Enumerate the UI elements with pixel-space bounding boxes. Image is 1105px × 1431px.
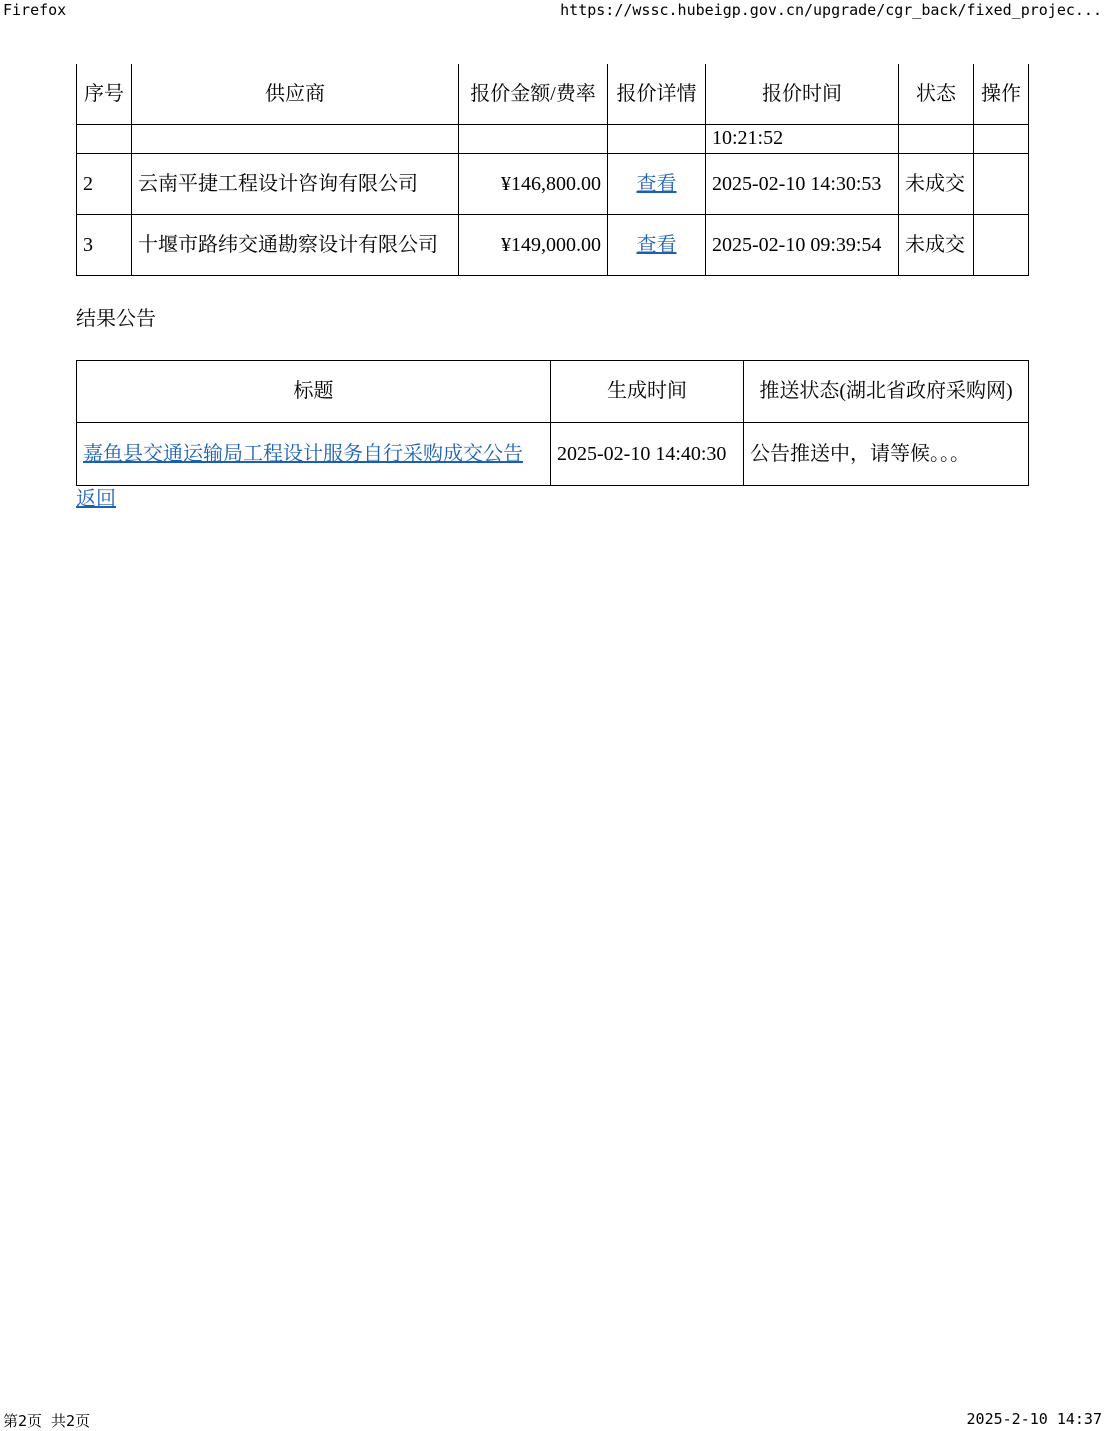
quote-table-header-row [77,64,1029,125]
cell-action [974,215,1029,276]
cell-index: 2 [77,154,132,215]
page-content [76,64,1028,512]
cell-empty [77,125,132,154]
print-footer-datetime: 2025-2-10 14:37 [966,1410,1102,1428]
cell-title [77,423,551,486]
cell-status: 未成交 [899,215,974,276]
header-time: 报价时间 [706,64,899,125]
view-detail-link[interactable]: 查看 [636,233,677,256]
cell-supplier: 十堰市路纬交通勘察设计有限公司 [132,215,459,276]
cell-amount: ¥149,000.00 [459,215,608,276]
table-row [77,215,1029,276]
header-index: 序号 [77,64,132,125]
cell-empty [459,125,608,154]
view-detail-link[interactable]: 查看 [636,172,677,195]
cell-empty [132,125,459,154]
header-created: 生成时间 [551,361,744,423]
header-detail: 报价详情 [608,64,706,125]
cell-empty [608,125,706,154]
cell-time: 2025-02-10 09:39:54 [706,215,899,276]
cell-supplier: 云南平捷工程设计咨询有限公司 [132,154,459,215]
cell-time: 10:21:52 [706,125,899,154]
cell-index: 3 [77,215,132,276]
print-footer [0,1410,1105,1431]
quote-table [76,64,1029,276]
result-announcement-table [76,360,1029,486]
cell-push-status: 公告推送中，请等候。。。 [744,423,1029,486]
header-push-status: 推送状态(湖北省政府采购网) [744,361,1029,423]
cell-created: 2025-02-10 14:40:30 [551,423,744,486]
result-section-title: 结果公告 [76,308,156,330]
header-title: 标题 [77,361,551,423]
header-status: 状态 [899,64,974,125]
cell-detail [608,154,706,215]
table-row [77,154,1029,215]
cell-action [974,154,1029,215]
cell-empty [974,125,1029,154]
cell-amount: ¥146,800.00 [459,154,608,215]
print-header-browser: Firefox [3,1,67,19]
cell-status: 未成交 [899,154,974,215]
table-row [77,423,1029,486]
announcement-title-link[interactable]: 嘉鱼县交通运输局工程设计服务自行采购成交公告 [83,442,523,465]
print-header-url: https://wssc.hubeigp.gov.cn/upgrade/cgr_back/fixed_projec... [560,1,1102,19]
print-footer-page-info: 第2页 共2页 [3,1412,91,1430]
header-supplier: 供应商 [132,64,459,125]
header-action: 操作 [974,64,1029,125]
back-link[interactable]: 返回 [76,488,116,510]
announce-table-header-row [77,361,1029,423]
table-row-continued [77,125,1029,154]
cell-detail [608,215,706,276]
cell-empty [899,125,974,154]
print-header [0,1,1105,19]
header-amount: 报价金额/费率 [459,64,608,125]
cell-time: 2025-02-10 14:30:53 [706,154,899,215]
